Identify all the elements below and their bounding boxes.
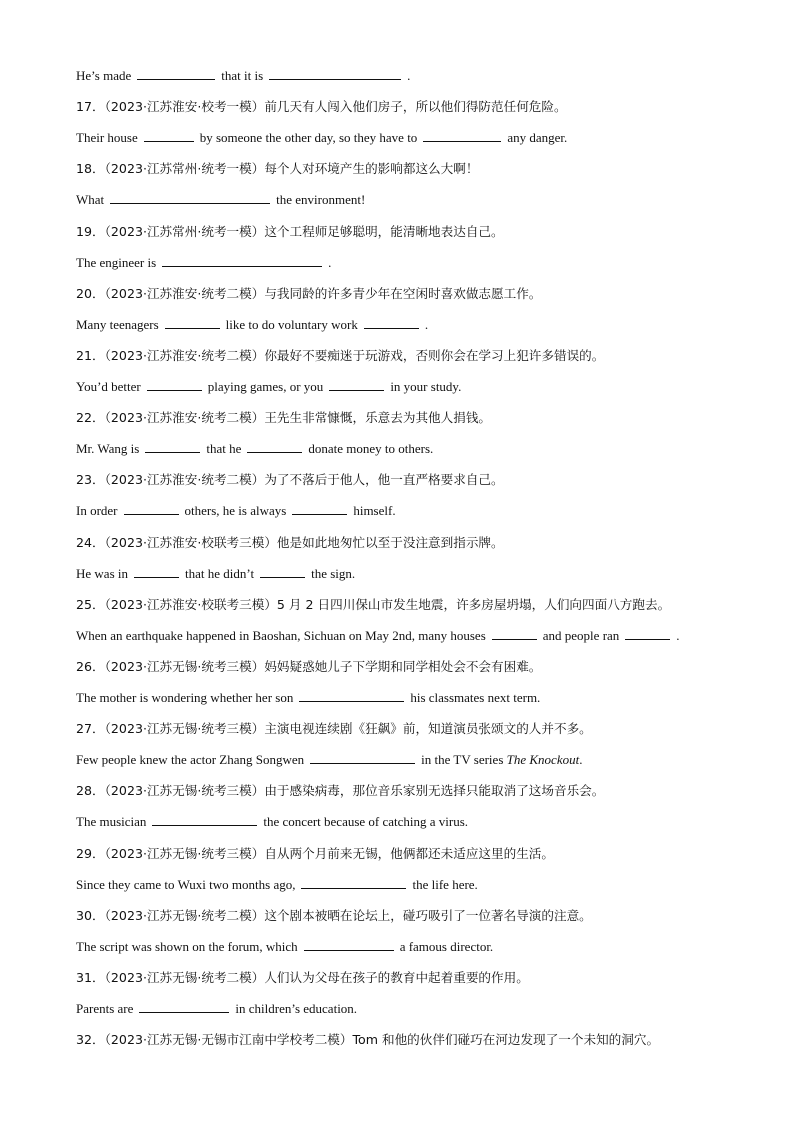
question-prompt-cn: 26．（2023·江苏无锡·统考三模）妈妈疑惑她儿子下学期和同学相处会不会有困难。 [76, 658, 542, 674]
sentence-text: Parents are [76, 1001, 134, 1016]
sentence-text: He was in [76, 565, 128, 581]
answer-blank[interactable] [329, 378, 384, 391]
sentence-text: that he didn’t [185, 565, 255, 581]
answer-blank[interactable] [152, 813, 257, 826]
answer-blank[interactable] [260, 565, 305, 578]
answer-blank[interactable] [165, 316, 220, 329]
sentence-text: in your study. [390, 379, 462, 394]
answer-blank[interactable] [292, 502, 347, 515]
sentence-text: In order [76, 503, 118, 519]
question-prompt-cn: 23．（2023·江苏淮安·统考二模）为了不落后于他人，他一直严格要求自己。 [76, 472, 504, 488]
answer-sentence-en [76, 502, 754, 520]
sentence-text: the life here. [412, 876, 478, 892]
sentence-text: his classmates next term. [410, 690, 541, 705]
sentence-text: the concert because of catching a virus. [263, 814, 469, 830]
answer-sentence-en [76, 627, 754, 645]
sentence-text: When an earthquake happened in Baoshan, Sichuan on May 2nd, many houses [76, 627, 486, 643]
question-prompt-cn: 19．（2023·江苏常州·统考一模）这个工程师足够聪明，能清晰地表达自己。 [76, 223, 504, 239]
answer-blank[interactable] [364, 316, 419, 329]
sentence-text: himself. [353, 503, 396, 519]
sentence-text: by someone the other day, so they have to [199, 130, 418, 146]
sentence-text: You’d better [76, 379, 141, 394]
answer-blank[interactable] [139, 1000, 229, 1013]
answer-sentence-en [76, 191, 754, 209]
answer-sentence-en [76, 254, 754, 272]
answer-blank[interactable] [144, 129, 194, 142]
answer-sentence-en [76, 565, 754, 583]
sentence-text: in children’s education. [235, 1001, 358, 1016]
question-prompt-cn: 32．（2023·江苏无锡·无锡市江南中学校考二模）Tom 和他的伙伴们碰巧在河边发现了一个未知的洞穴。 [76, 1032, 660, 1048]
answer-blank[interactable] [625, 627, 670, 640]
answer-sentence-en [76, 440, 754, 458]
sentence-text: Since they came to Wuxi two months ago, [76, 876, 296, 892]
sentence-text: The musician [76, 814, 147, 830]
question-prompt-cn: 29．（2023·江苏无锡·统考三模）自从两个月前来无锡，他俩都还未适应这里的生活。 [76, 845, 554, 861]
sentence-text: the environment! [276, 192, 366, 208]
question-prompt-cn: 20．（2023·江苏淮安·统考二模）与我同龄的许多青少年在空闲时喜欢做志愿工作。 [76, 285, 542, 301]
sentence-text: . [328, 254, 332, 270]
answer-blank[interactable] [137, 67, 215, 80]
answer-blank[interactable] [301, 876, 406, 889]
answer-sentence-en [76, 1000, 754, 1018]
question-prompt-cn: 22．（2023·江苏淮安·统考二模）王先生非常慷慨，乐意去为其他人捐钱。 [76, 410, 492, 426]
sentence-text: . [424, 316, 429, 332]
answer-blank[interactable] [269, 67, 401, 80]
question-prompt-cn: 24．（2023·江苏淮安·校联考三模）他是如此地匆忙以至于没注意到指示牌。 [76, 534, 504, 550]
sentence-text: a famous director. [399, 938, 494, 954]
sentence-text: others, he is always [184, 503, 287, 519]
sentence-text: What [76, 192, 105, 208]
sentence-text: that it is [221, 68, 264, 83]
answer-blank[interactable] [247, 440, 302, 453]
sentence-text: Few people knew the actor Zhang Songwen [76, 752, 305, 768]
sentence-text: . [407, 68, 411, 83]
question-prompt-cn: 25．（2023·江苏淮安·校联考三模）5 月 2 日四川保山市发生地震，许多房屋坍塌，人们向四面八方跑去。 [76, 596, 671, 612]
answer-sentence-en [76, 378, 754, 396]
question-prompt-cn: 27．（2023·江苏无锡·统考三模）主演电视连续剧《狂飙》前，知道演员张颂文的人并不多。 [76, 721, 592, 737]
answer-sentence-en [76, 751, 754, 769]
question-prompt-cn: 30．（2023·江苏无锡·统考二模）这个剧本被晒在论坛上，碰巧吸引了一位著名导演的注意。 [76, 907, 592, 923]
sentence-text: in the TV series [421, 752, 507, 768]
answer-sentence-en [76, 129, 754, 147]
answer-blank[interactable] [492, 627, 537, 640]
question-prompt-cn: 21．（2023·江苏淮安·统考二模）你最好不要痴迷于玩游戏，否则你会在学习上犯许多错误的。 [76, 347, 605, 363]
sentence-text: . [676, 627, 680, 643]
sentence-text: . [579, 752, 583, 768]
answer-blank[interactable] [304, 938, 394, 951]
sentence-text: donate money to others. [308, 441, 434, 457]
answer-blank[interactable] [162, 254, 322, 267]
question-prompt-cn: 28．（2023·江苏无锡·统考三模）由于感染病毒，那位音乐家别无选择只能取消了这场音乐会。 [76, 783, 605, 799]
question-prompt-cn: 18．（2023·江苏常州·统考一模）每个人对环境产生的影响都这么大啊！ [76, 161, 479, 177]
answer-sentence-en [76, 689, 754, 707]
sentence-text: that he [206, 441, 242, 457]
sentence-text: playing games, or you [207, 379, 324, 394]
sentence-text: any danger. [507, 130, 568, 146]
answer-blank[interactable] [423, 129, 501, 142]
question-prompt-cn: 17．（2023·江苏淮安·校考一模）前几天有人闯入他们房子，所以他们得防范任何危险。 [76, 99, 567, 115]
answer-blank[interactable] [147, 378, 202, 391]
answer-blank[interactable] [299, 689, 404, 702]
sentence-text: the sign. [311, 565, 356, 581]
sentence-text: Mr. Wang is [76, 441, 140, 457]
answer-blank[interactable] [134, 565, 179, 578]
answer-sentence-en [76, 813, 754, 831]
sentence-text: and people ran [542, 627, 620, 643]
answer-blank[interactable] [124, 502, 179, 515]
answer-sentence-en [76, 67, 754, 85]
answer-sentence-en [76, 876, 754, 894]
sentence-text: like to do voluntary work [225, 316, 358, 332]
italic-title: The Knockout [506, 752, 580, 768]
sentence-text: Many teenagers [76, 316, 159, 332]
question-prompt-cn: 31．（2023·江苏无锡·统考二模）人们认为父母在孩子的教育中起着重要的作用。 [76, 969, 529, 985]
sentence-text: The engineer is [76, 254, 157, 270]
answer-sentence-en [76, 938, 754, 956]
sentence-text: He’s made [76, 68, 132, 83]
answer-blank[interactable] [310, 751, 415, 764]
sentence-text: The mother is wondering whether her son [76, 690, 294, 705]
answer-sentence-en [76, 316, 754, 334]
sentence-text: The script was shown on the forum, which [76, 938, 298, 954]
sentence-text: Their house [76, 130, 138, 146]
answer-blank[interactable] [145, 440, 200, 453]
answer-blank[interactable] [110, 191, 270, 204]
